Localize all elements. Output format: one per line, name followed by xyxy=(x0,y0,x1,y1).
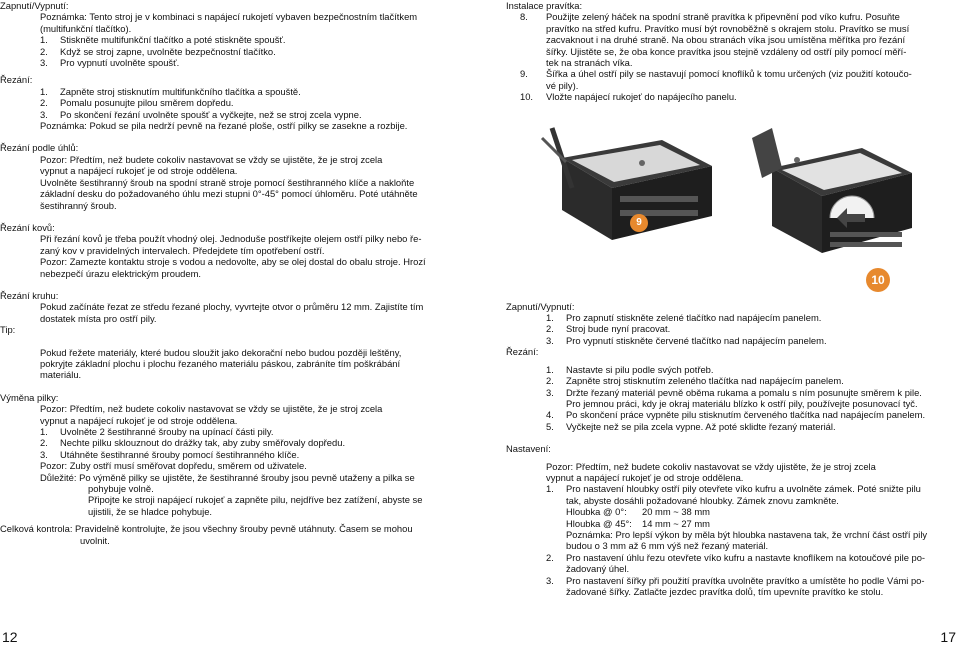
list-item: 3. Pro vypnutí stiskněte červené tlačítko nad napájecím panelem. xyxy=(546,334,827,346)
list-item-cont: Pro jemnou práci, kdy je okraj materiálu blízko k ostří pily, používejte posunovací tyč. xyxy=(566,397,918,409)
list-item: 2. Pomalu posunujte pilou směrem dopředu. xyxy=(40,97,234,109)
list-item: 1. Uvolněte 2 šestihranné šrouby na upínací části pily. xyxy=(40,426,274,437)
tip-heading: Tip: xyxy=(0,324,16,336)
kruhu-line: Pokud začínáte řezat ze středu řezané plochy, vyvrtejte otvor o průměru 12 mm. Zajistíte tím xyxy=(40,301,424,313)
nast-list xyxy=(506,483,958,597)
kovu-line: Při řezání kovů je třeba použít vhodný olej. Jednoduše postříkejte olejem ostří pilky nebo ře- xyxy=(40,233,422,245)
nast-pozor-cont: vypnut a napájecí rukojeť je od stroje oddělena. xyxy=(546,471,744,483)
list-item-cont: vé pily). xyxy=(546,79,579,91)
list-item: 2. Když se stroj zapne, uvolněte bezpečnostní tlačítko. xyxy=(40,45,276,57)
list-item: 9. Šířka a úhel ostří pily se nastavují pomocí knoflíků k tomu určených (viz použití kotoučo- xyxy=(520,68,912,80)
list-item: 2. Nechte pilku sklouznout do drážky tak, aby zuby směřovaly dopředu. xyxy=(40,437,346,449)
zap-heading: Zapnutí/Vypnutí: xyxy=(506,300,575,312)
kovu-line: nebezpečí úrazu elektrickým proudem. xyxy=(40,267,202,279)
tip-line: pokryjte základní plochu i plochu řezaného materiálu páskou, zabráníte tím poškrábání xyxy=(40,357,401,369)
zapnuti-heading: Zapnutí/Vypnutí: xyxy=(0,0,69,11)
list-item: 3. Pro vypnutí uvolněte spoušť. xyxy=(40,57,180,69)
vymena-line: Pozor: Předtím, než budete cokoliv nastavovat se vždy se ujistěte, že je stroj zcela xyxy=(40,403,383,415)
list-item-cont: žadovaný úhel. xyxy=(566,563,630,575)
rezani-list xyxy=(0,86,470,120)
list-item: 3. Utáhněte šestihranné šrouby pomocí šestihranného klíče. xyxy=(40,448,300,460)
uhlu-line: Uvolněte šestihranný šroub na spodní straně stroje pomocí šestihranného klíče a nakloňte xyxy=(40,176,415,188)
zapnuti-list xyxy=(0,34,470,68)
vymena-dulezite-cont: pohybuje volně. xyxy=(88,483,154,495)
step-badge-9: 9 xyxy=(630,214,648,232)
list-item: 3. Po skončení řezání uvolněte spoušť a vyčkejte, než se stroj zcela vypne. xyxy=(40,108,362,120)
zapnuti-note: Poznámka: Tento stroj je v kombinaci s napájecí rukojetí vybaven bezpečnostním tlačítkem xyxy=(40,11,418,23)
zapnuti-note-cont: (multifunkční tlačítko). xyxy=(40,22,132,34)
list-item-cont: pravítko na střed kufru. Pravítko musí být rovnoběžně s okrajem stolu. Pravítko se musí xyxy=(546,22,910,34)
rezani-heading: Řezání: xyxy=(0,74,33,86)
uhlu-heading: Řezání podle úhlů: xyxy=(0,142,79,154)
tip-line: Pokud řežete materiály, které budou sloužit jako dekorační nebo budou později leštěny, xyxy=(40,346,402,358)
instalace-heading: Instalace pravítka: xyxy=(506,0,583,11)
list-item: 1. Nastavte si pilu podle svých potřeb. xyxy=(546,363,714,375)
list-item: 2. Pro nastavení úhlu řezu otevřete víko kufru a nastavte knoflíkem na kotoučové pile po- xyxy=(546,551,926,563)
instalace-list xyxy=(506,11,958,102)
uhlu-line: šestihranný šroub. xyxy=(40,199,117,211)
left-page xyxy=(0,0,470,546)
list-item: 3. Držte řezaný materiál pevně oběma rukama a pomalu s ním posunujte směrem k pile. xyxy=(546,386,922,398)
list-item: 2. Stroj bude nyní pracovat. xyxy=(546,323,671,335)
kontrola-line: Celková kontrola: Pravidelně kontrolujte, že jsou všechny šrouby pevně utáhnuty. Časem se mohou xyxy=(0,523,413,535)
uhlu-line: vypnut a napájecí rukojeť je od stroje oddělena. xyxy=(40,165,238,177)
vymena-heading: Výměna pilky: xyxy=(0,391,59,403)
list-item-cont: žadované šířky. Zatlačte jezdec pravítka dolů, tím upevníte pravítko ke stolu. xyxy=(566,586,884,597)
list-item: 10. Vložte napájecí rukojeť do napájecího panelu. xyxy=(520,91,737,103)
nast-heading: Nastavení: xyxy=(506,443,551,455)
vymena-line: vypnut a napájecí rukojeť je od stroje oddělena. xyxy=(40,414,238,426)
kruhu-heading: Řezání kruhu: xyxy=(0,289,59,301)
vymena-pripojte-cont: ujistili, že se hladce pohybuje. xyxy=(88,505,213,517)
hloubka-45: Hloubka @ 45°: 14 mm ~ 27 mm xyxy=(566,517,710,529)
rezani-note: Poznámka: Pokud se pila nedrží pevně na řezané ploše, ostří pilky se zasekne a rozbije. xyxy=(40,120,408,132)
zap-list xyxy=(506,312,958,346)
uhlu-line: základní desku do požadovaného úhlu mezi stupni 0°-45° pomocí úhloměru. Poté utáhněte xyxy=(40,188,418,200)
saw-illustration xyxy=(512,118,952,296)
vymena-pripojte: Připojte ke stroji napájecí rukojeť a zapněte pilu, nejdříve bez zatížení, abyste se xyxy=(88,494,423,506)
list-item: 4. Po skončení práce vypněte pilu stisknutím červeného tlačítka nad napájecím panelem. xyxy=(546,409,926,421)
right-page xyxy=(506,0,958,597)
kovu-heading: Řezání kovů: xyxy=(0,221,55,233)
page-number-right: 17 xyxy=(940,629,956,645)
list-item: 8. Použijte zelený háček na spodní straně pravítka k připevnění pod víko kufru. Posuňte xyxy=(520,11,900,23)
vymena-dulezite: Důležité: Po výměně pilky se ujistěte, že šestihranné šrouby jsou pevně utaženy a pilka se xyxy=(40,471,415,483)
kruhu-line: dostatek místa pro ostří pily. xyxy=(40,312,157,324)
nast-poznamka: Poznámka: Pro lepší výkon by měla být hloubka nastavena tak, že vrchní část ostří pily xyxy=(566,528,928,540)
list-item-cont: tak, abyste dosáhli požadované hloubky. Zámek znovu zamkněte. xyxy=(566,494,839,506)
saw-case-image xyxy=(512,118,952,296)
list-item: 5. Vyčkejte než se pila zcela vypne. Až poté sklidte řezaný materiál. xyxy=(546,420,836,432)
list-item-cont: zacvaknout i na druhé straně. Na obou stranách víka jsou umístěna měřítka pro řezání xyxy=(546,34,906,46)
uhlu-line: Pozor: Předtím, než budete cokoliv nastavovat se vždy se ujistěte, že je stroj zcela xyxy=(40,153,383,165)
saw-unit-right xyxy=(752,128,912,253)
kontrola-line-cont: uvolnit. xyxy=(80,534,110,546)
saw-unit-left xyxy=(542,128,712,240)
kovu-line: Pozor: Zamezte kontaktu stroje s vodou a nedovolte, aby se olej dostal do obalu stroje. Hrozí xyxy=(40,256,426,268)
list-item-cont: tek na stranách víka. xyxy=(546,57,633,69)
list-item: 1. Stiskněte multifunkční tlačítko a poté stiskněte spoušť. xyxy=(40,34,286,46)
list-item: 1. Pro nastavení hloubky ostří pily otevřete víko kufru a uvolněte zámek. Poté snižte pilu xyxy=(546,483,921,495)
page-number-left: 12 xyxy=(2,629,18,645)
vymena-pozor: Pozor: Zuby ostří musí směřovat dopředu, směrem od uživatele. xyxy=(40,460,307,472)
list-item: 1. Zapněte stroj stisknutím multifunkčního tlačítka a spouště. xyxy=(40,85,301,97)
nast-pozor: Pozor: Předtím, než budete cokoliv nastavovat se vždy ujistěte, že je stroj zcela xyxy=(546,460,876,472)
rez-heading: Řezání: xyxy=(506,346,539,358)
step-badge-10: 10 xyxy=(866,268,890,292)
list-item: 3. Pro nastavení šířky při použití pravítka uvolněte pravítko a umístěte ho podle Vámi po- xyxy=(546,574,925,586)
list-item-cont: šířky. Ujistěte se, že oba konce pravítka jsou stejně vzdáleny od ostří pily pomocí měří- xyxy=(546,45,907,57)
list-item: 2. Zapněte stroj stisknutím zeleného tlačítka nad napájecím panelem. xyxy=(546,375,844,387)
rez-list xyxy=(506,364,958,432)
kovu-line: zaný kov v pravidelných intervalech. Předejdete tím opotřebení ostří. xyxy=(40,244,325,256)
vymena-list xyxy=(0,426,470,460)
list-item: 1. Pro zapnutí stiskněte zelené tlačítko nad napájecím panelem. xyxy=(546,312,822,324)
hloubka-0: Hloubka @ 0°: 20 mm ~ 38 mm xyxy=(566,506,710,518)
tip-line: materiálu. xyxy=(40,369,82,381)
nast-poznamka-cont: budou o 3 mm až 6 mm výš než řezaný materiál. xyxy=(566,540,769,552)
